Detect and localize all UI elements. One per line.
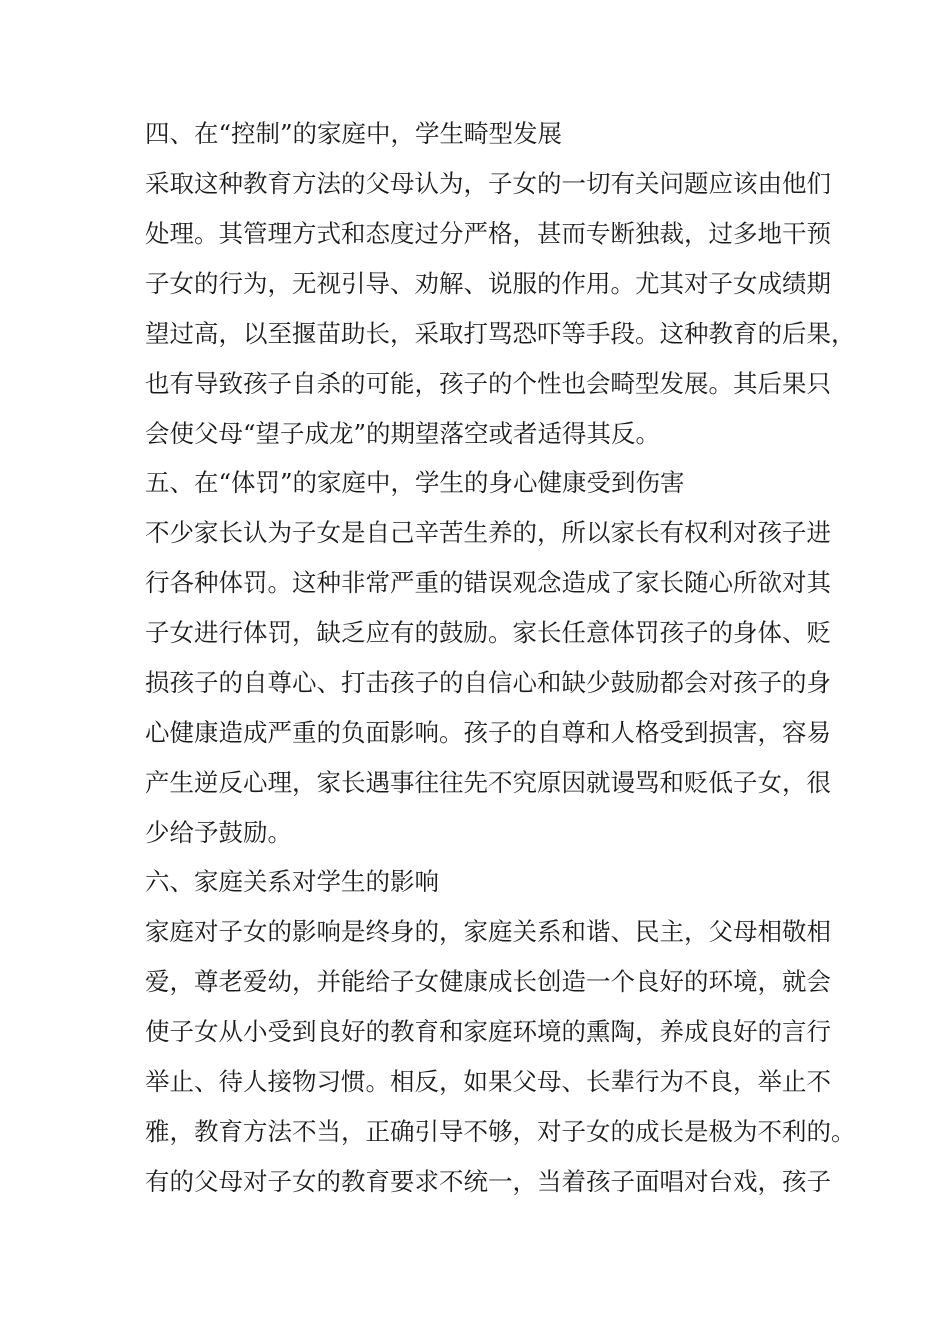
paragraph-line: 望过高，以至揠苗助长，采取打骂恐吓等手段。这种教育的后果，: [145, 319, 856, 348]
paragraph-line: 也有导致孩子自杀的可能，孩子的个性也会畸型发展。其后果只: [145, 369, 831, 398]
paragraph-line: 不少家长认为子女是自己辛苦生养的，所以家长有权利对孩子进: [145, 518, 831, 547]
paragraph-line: 举止、待人接物习惯。相反，如果父母、长辈行为不良，举止不: [145, 1067, 831, 1096]
paragraph-line: 子女的行为，无视引导、劝解、说服的作用。尤其对子女成绩期: [145, 269, 831, 298]
paragraph-line: 采取这种教育方法的父母认为，子女的一切有关问题应该由他们: [145, 169, 831, 198]
section-heading-5: 五、在“体罚”的家庭中，学生的身心健康受到伤害: [145, 468, 685, 497]
paragraph-line: 有的父母对子女的教育要求不统一，当着孩子面唱对台戏，孩子: [145, 1167, 831, 1196]
paragraph-line: 产生逆反心理，家长遇事往往先不究原因就谩骂和贬低子女，很: [145, 768, 831, 797]
section-heading-4: 四、在“控制”的家庭中，学生畸型发展: [145, 119, 563, 148]
paragraph-line: 爱，尊老爱幼，并能给子女健康成长创造一个良好的环境，就会: [145, 967, 831, 996]
paragraph-line: 处理。其管理方式和态度过分严格，甚而专断独裁，过多地干预: [145, 219, 831, 248]
paragraph-line: 家庭对子女的影响是终身的，家庭关系和谐、民主，父母相敬相: [145, 917, 831, 946]
paragraph-line: 雅，教育方法不当，正确引导不够，对子女的成长是极为不利的。: [145, 1117, 856, 1146]
paragraph-line: 行各种体罚。这种非常严重的错误观念造成了家长随心所欲对其: [145, 568, 831, 597]
section-heading-6: 六、家庭关系对学生的影响: [145, 867, 439, 896]
paragraph-line: 损孩子的自尊心、打击孩子的自信心和缺少鼓励都会对孩子的身: [145, 668, 831, 697]
paragraph-line: 心健康造成严重的负面影响。孩子的自尊和人格受到损害，容易: [145, 718, 831, 747]
paragraph-line: 少给予鼓励。: [145, 818, 292, 847]
paragraph-line: 会使父母“望子成龙”的期望落空或者适得其反。: [145, 419, 661, 448]
paragraph-line: 子女进行体罚，缺乏应有的鼓励。家长任意体罚孩子的身体、贬: [145, 618, 831, 647]
paragraph-line: 使子女从小受到良好的教育和家庭环境的熏陶，养成良好的言行: [145, 1017, 831, 1046]
